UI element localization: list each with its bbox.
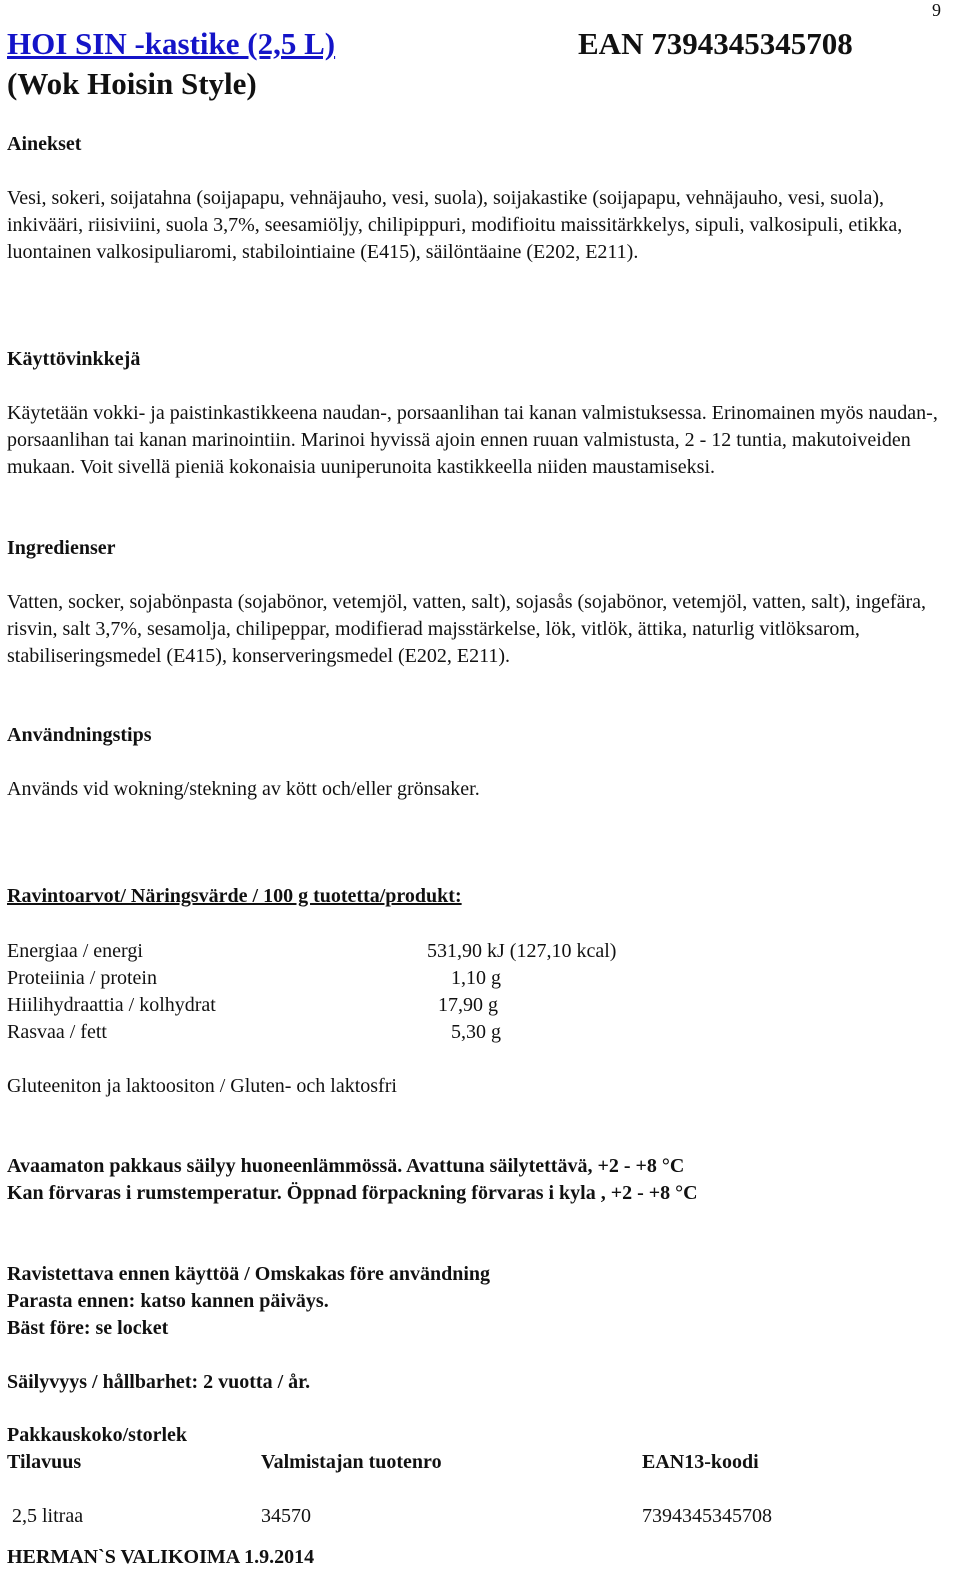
package-value-product-number: 34570 [261, 1505, 311, 1527]
heading-kayttovinkkeja: Käyttövinkkejä [7, 348, 141, 370]
nutrition-value-protein: 1,10 g [451, 967, 501, 989]
best-before-sv: Bäst före: se locket [7, 1317, 169, 1339]
text-anvandningstips: Används vid wokning/stekning av kött och/eller grönsaker. [7, 778, 480, 800]
nutrition-label-protein: Proteiinia / protein [7, 967, 157, 989]
heading-anvandningstips: Användningstips [7, 724, 152, 746]
package-value-volume: 2,5 litraa [12, 1505, 84, 1527]
footer-catalog: HERMAN`S VALIKOIMA 1.9.2014 [7, 1546, 315, 1568]
nutrition-label-carbs: Hiilihydraattia / kolhydrat [7, 994, 216, 1016]
text-ainekset: Vesi, sokeri, soijatahna (soijapapu, vehnäjauho, vesi, suola), soijakastike (soijapapu, vehnäjauho, vesi, suola), inkivääri, riisiviini, suola 3,7%, seesamiöljy, chilipippuri, modifioitu maissitärkkelys, sipuli, valkosipuli, etikka, luontainen valkosipuliaromi, stabilointiaine (E415), säilöntäaine (E202, E211). [7, 187, 903, 263]
storage-line-sv: Kan förvaras i rumstemperatur. Öppnad förpackning förvaras i kyla , +2 - +8 °C [7, 1182, 698, 1204]
package-col-product-number: Valmistajan tuotenro [261, 1451, 442, 1473]
product-title: HOI SIN -kastike (2,5 L) [7, 26, 336, 61]
package-value-ean13: 7394345345708 [642, 1505, 772, 1527]
nutrition-value-energy: 531,90 kJ (127,10 kcal) [427, 940, 617, 962]
product-subtitle: (Wok Hoisin Style) [7, 66, 257, 101]
nutrition-value-carbs: 17,90 g [438, 994, 498, 1016]
heading-ingredienser: Ingredienser [7, 537, 116, 559]
heading-ainekset: Ainekset [7, 133, 82, 155]
package-col-volume: Tilavuus [7, 1451, 82, 1473]
storage-line-fi: Avaamaton pakkaus säilyy huoneenlämmössä. Avattuna säilytettävä, +2 - +8 °C [7, 1155, 685, 1177]
text-kayttovinkkeja: Käytetään vokki- ja paistinkastikkeena naudan-, porsaanlihan tai kanan valmistuksessa. Erinomainen myös naudan-, porsaanlihan tai kanan marinointiin. Marinoi hyvissä ajoin ennen ruuan valmistusta, 2 - 12 tuntia, makutoiveiden mukaan. Voit sivellä pieniä kokonaisia uuniperunoita kastikkeella niiden maustamiseksi. [7, 402, 938, 478]
product-ean: EAN 7394345345708 [578, 26, 853, 61]
nutrition-label-fat: Rasvaa / fett [7, 1021, 107, 1043]
shelf-life: Säilyvyys / hållbarhet: 2 vuotta / år. [7, 1371, 311, 1393]
page-number: 9 [932, 0, 941, 20]
gluten-lactose-note: Gluteeniton ja laktoositon / Gluten- och laktosfri [7, 1075, 397, 1097]
nutrition-value-fat: 5,30 g [451, 1021, 501, 1043]
best-before-fi: Parasta ennen: katso kannen päiväys. [7, 1290, 329, 1312]
package-col-ean13: EAN13-koodi [642, 1451, 759, 1473]
package-heading: Pakkauskoko/storlek [7, 1424, 188, 1446]
nutrition-heading: Ravintoarvot/ Näringsvärde / 100 g tuotetta/produkt: [7, 885, 462, 907]
shake-instruction: Ravistettava ennen käyttöä / Omskakas före användning [7, 1263, 491, 1285]
text-ingredienser: Vatten, socker, sojabönpasta (sojabönor, vetemjöl, vatten, salt), sojasås (sojabönor, vetemjöl, vatten, salt), ingefära, risvin, salt 3,7%, sesamolja, chilipeppar, modifierad majsstärkelse, lök, vitlök, ättika, naturlig vitlöksarom, stabiliseringsmedel (E415), konserveringsmedel (E202, E211). [7, 591, 927, 667]
nutrition-label-energy: Energiaa / energi [7, 940, 143, 962]
